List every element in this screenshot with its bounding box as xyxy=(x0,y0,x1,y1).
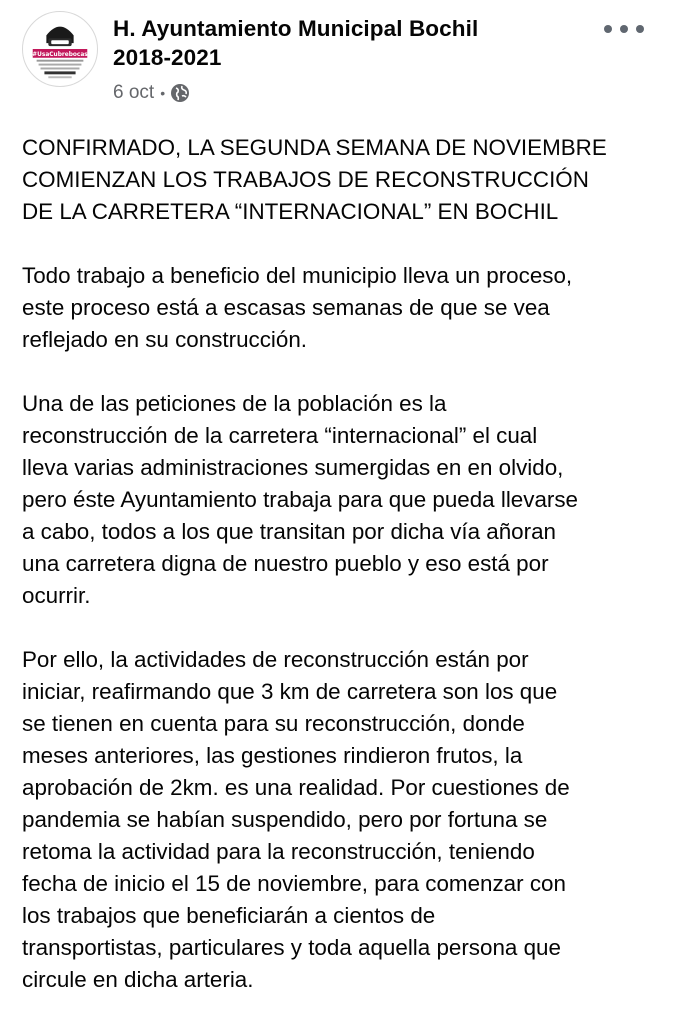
avatar-text: #UsaCubrebocas xyxy=(32,51,88,58)
more-dot xyxy=(620,25,628,33)
post-header xyxy=(0,0,674,120)
page-name-line1: H. Ayuntamiento Municipal Bochil xyxy=(113,16,479,41)
post-paragraph: Por ello, la actividades de reconstrucción están por iniciar, reafirmando que 3 km de carretera son los que se tienen en cuenta para su reconstrucción, donde meses anteriores, las gestiones rindieron frutos, la aprobación de 2km. es una realidad. Por cuestiones de pandemia se habían suspendido, pero por fortuna se retoma la actividad para la reconstrucción, teniendo fecha de inicio el 15 de noviembre, para comenzar con los trabajos que beneficiarán a cientos de transportistas, particulares y toda aquella persona que circule en dicha arteria. xyxy=(22,647,570,992)
page-avatar[interactable] xyxy=(22,11,98,87)
more-options-icon[interactable] xyxy=(604,14,644,44)
globe-icon[interactable] xyxy=(170,83,190,103)
page-name-line2: 2018-2021 xyxy=(113,45,222,70)
avatar-logo-image xyxy=(23,12,97,86)
more-dot xyxy=(636,25,644,33)
post-body xyxy=(22,132,662,1028)
post-paragraph: Todo trabajo a beneficio del municipio lleva un proceso, este proceso está a escasas semanas de que se vea reflejado en su construcción. xyxy=(22,263,573,352)
post-timestamp[interactable]: 6 oct xyxy=(113,82,155,103)
page-name-link[interactable] xyxy=(113,14,583,72)
post-paragraph-headline: CONFIRMADO, LA SEGUNDA SEMANA DE NOVIEMBRE COMIENZAN LOS TRABAJOS DE RECONSTRUCCIÓN DE LA CARRETERA “INTERNACIONAL” EN BOCHIL xyxy=(22,135,607,224)
post-meta xyxy=(113,80,190,106)
meta-separator: • xyxy=(160,85,166,101)
post-paragraph: Una de las peticiones de la población es la reconstrucción de la carretera “internacional” el cual lleva varias administraciones sumergidas en en olvido, pero éste Ayuntamiento trabaja para que pueda llevarse a cabo, todos a los que transitan por dicha vía añoran una carretera digna de nuestro pueblo y eso está por ocurrir. xyxy=(22,391,579,608)
more-dot xyxy=(604,25,612,33)
